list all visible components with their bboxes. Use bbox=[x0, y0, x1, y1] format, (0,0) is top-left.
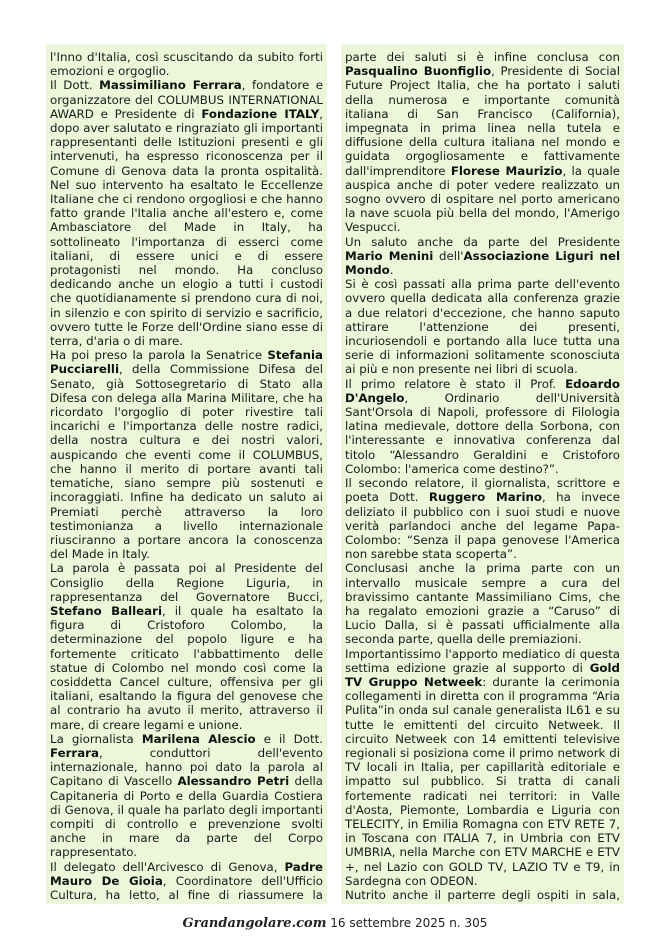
text-run: , della Commissione Difesa del Senato, già Sottosegretario di Stato alla Difesa con delega alla Marina Militare, che ha ricordato l'orgoglio di poter rivestire tali incarichi e l'importanza delle nostre radici, della nostra cultura e dei nostri valori, auspicando che eventi come il COLUMBUS, che hanno il merito di portare avanti tali tematiche, siano sempre più sostenuti e incoraggiati. Infine ha dedicato un saluto ai Premiati perchè attraverso la loro testimonianza a livello internazionale riusciranno a portare ancora la conoscenza del Made in Italy. bbox=[50, 362, 323, 562]
paragraph bbox=[345, 277, 620, 376]
bold-name: Ruggero Marino bbox=[428, 490, 543, 505]
paragraph bbox=[50, 860, 323, 904]
bold-name: Florese Maurizio bbox=[450, 163, 563, 178]
text-run: , ha invece deliziato il pubblico con i suoi studi e nuove verità parlandoci anche del legame Papa-Colombo: “Senza il papa genovese l'America non sarebbe stata scoperta”. bbox=[345, 490, 620, 562]
bold-name: Fondazione ITALY bbox=[201, 106, 320, 121]
paragraph bbox=[345, 50, 620, 235]
text-run: Ha poi preso la parola la Senatrice bbox=[50, 348, 268, 363]
paragraph bbox=[345, 377, 620, 476]
paragraph bbox=[345, 476, 620, 561]
text-run: dell' bbox=[433, 248, 464, 263]
footer-date-issue: 16 settembre 2025 n. 305 bbox=[326, 916, 488, 930]
left-column bbox=[46, 44, 327, 904]
paragraph bbox=[345, 888, 620, 904]
text-run: Un saluto anche da parte del Presidente bbox=[345, 234, 620, 249]
bold-name: Stefano Balleari bbox=[50, 603, 162, 618]
text-run: Importantissimo l'apporto mediatico di questa settima edizione grazie al supporto di bbox=[345, 646, 620, 675]
text-run: Il primo relatore è stato il Prof. bbox=[345, 376, 566, 391]
bold-name: Stefania Pucciarelli bbox=[50, 348, 323, 377]
text-run: La parola è passata poi al Presidente del Consiglio della Regione Liguria, in rappresentanza del Governatore Bucci, bbox=[50, 561, 323, 604]
text-run: Il Dott. bbox=[50, 78, 100, 93]
text-run: Si è così passati alla prima parte dell'evento ovvero quella dedicata alla conferenza grazie a due relatori d'eccezione, che hanno saputo attirare l'attenzione dei presenti, incuriosendoli e portando alla luce tutta una serie di informazioni solitamente sconosciuta ai più e non presente nei libri di scuola. bbox=[345, 277, 620, 377]
text-run: e il Dott. bbox=[255, 731, 323, 746]
text-run: Conclusasi anche la prima parte con un intervallo musicale sempre a cura del bravissimo cantante Massimiliano Cims, che ha regalato emozioni grazie a “Caruso” di Lucio Dalla, si è passati ufficialmente alla seconda parte, quella delle premiazioni. bbox=[345, 561, 620, 647]
text-run: Il secondo relatore, il giornalista, scrittore e poeta Dott. bbox=[345, 476, 620, 505]
text-run: : durante la cerimonia collegamenti in diretta con il programma “Aria Pulita”in onda sul canale generalista IL61 e su tutte le emittenti del circuito Netweek. Il circuito Netweek con 14 emittenti televisive regionali si posiziona come il primo network di TV locali in Italia, per capillarità editoriale e impatto sul pubblico. Si tratta di canali fortemente radicati nei territori: in Valle d'Aosta, Piemonte, Lombardia e Liguria con TELECITY, in Emilia Romagna con ETV RETE 7, in Toscana con ITALIA 7, in Umbria con ETV UMBRIA, nella Marche con ETV MARCHE e ETV +, nel Lazio con GOLD TV, LAZIO TV e T9, in Sardegna con ODEON. bbox=[345, 674, 620, 888]
text-run: parte dei saluti si è infine conclusa con bbox=[345, 50, 620, 64]
text-run: , conduttori dell'evento internazionale, hanno poi dato la parola al Capitano di Vascello bbox=[50, 745, 323, 789]
text-run: , Presidente di Social Future Project Italia, che ha portato i saluti della numerosa e importante comunità italiana di San Francisco (California), impegnata in prima linea nella tutela e diffusione della cultura italiana nel mondo e guidata orgogliosamente e fattivamente dall'imprenditore bbox=[345, 64, 620, 178]
bold-name: Mario Menini bbox=[345, 248, 434, 263]
bold-name: Edoardo D'Angelo bbox=[345, 376, 620, 405]
text-run: , la quale auspica anche di poter vedere realizzato un sogno ovvero di ospitare nel porto americano la nave scuola più bella del mondo, l'Amerigo Vespucci. bbox=[345, 163, 620, 235]
bold-name: Ferrara bbox=[50, 745, 99, 760]
bold-name: Alessandro Petri bbox=[177, 774, 290, 789]
paragraph bbox=[345, 235, 620, 278]
page-footer bbox=[0, 916, 670, 931]
bold-name: Associazione Liguri nel Mondo bbox=[345, 248, 620, 278]
text-run: Il delegato dell'Arcivesco di Genova, bbox=[50, 859, 285, 874]
footer-site[interactable]: Grandangolare.com bbox=[182, 916, 327, 931]
text-run: , Coordinatore dell'Ufficio Cultura, ha letto, al fine di riassumere la bbox=[50, 873, 323, 902]
bold-name: Gold TV Gruppo Netweek bbox=[345, 660, 620, 689]
text-run: l'Inno d'Italia, così scuscitando da subito forti emozioni e orgoglio. bbox=[50, 50, 323, 79]
text-run: , fondatore e organizzatore del COLUMBUS INTERNATIONAL AWARD e Presidente di bbox=[50, 78, 324, 121]
text-run: . bbox=[389, 263, 394, 278]
text-run: La giornalista bbox=[50, 731, 142, 746]
text-run: , dopo aver salutato e ringraziato gli importanti rappresentanti delle Istituzioni presenti e gli intervenuti, ha espresso riconoscenza per il Comune di Genova data la pronta ospitalità. Nel suo intervento ha esaltato le Eccellenze Italiane che ci rendono orgogliosi e che hanno fatto grande l'Italia anche all'estero e, come Ambasciatore del Made in Italy, ha sottolineato l'importanza di esserci come italiani, di essere unici e di essere protagonisti nel mondo. Ha concluso dedicando anche un elogio a tutti i custodi che quotidianamente si prendono cura di noi, in silenzio e con spirito di servizio e sacrificio, ovvero tutte le Forze dell'Ordine siano esse di terra, d'aria o di mare. bbox=[50, 106, 323, 349]
text-run: della Capitaneria di Porto e della Guardia Costiera di Genova, il quale ha parlato degli importanti compiti di controllo e prevenzione svolti anche in mare da parte del Corpo rappresentato. bbox=[50, 774, 324, 860]
paragraph bbox=[345, 561, 620, 646]
bold-name: Massimiliano Ferrara bbox=[99, 78, 242, 93]
text-run: , Ordinario dell'Università Sant'Orsola di Napoli, professore di Filologia latina medievale, dottore della Sorbona, con l'interessante e innovativa conferenza dal titolo “Alessandro Geraldini e Cristoforo Colombo: l'america come destino?”. bbox=[345, 390, 620, 476]
paragraph bbox=[50, 561, 323, 731]
text-run: , il quale ha esaltato la figura di Cristoforo Colombo, la determinazione del popolo ligure e ha fortemente criticato l'abbattimento delle statue di Colombo nel mondo così come la cosiddetta Cancel culture, offensiva per gli italiani, esaltando la figura del genovese che al contrario ha avuto il merito, attraverso il mare, di creare legami e unione. bbox=[50, 603, 323, 732]
paragraph bbox=[50, 78, 323, 348]
paragraph bbox=[50, 348, 323, 561]
paragraph bbox=[345, 647, 620, 888]
paragraph bbox=[50, 732, 323, 860]
bold-name: Marilena Alescio bbox=[141, 731, 256, 746]
paragraph bbox=[50, 50, 323, 78]
bold-name: Padre Mauro De Gioia bbox=[50, 859, 323, 888]
text-run: Nutrito anche il parterre degli ospiti in sala, bbox=[345, 887, 620, 902]
right-column bbox=[341, 44, 624, 904]
bold-name: Pasqualino Buonfiglio bbox=[345, 64, 492, 79]
